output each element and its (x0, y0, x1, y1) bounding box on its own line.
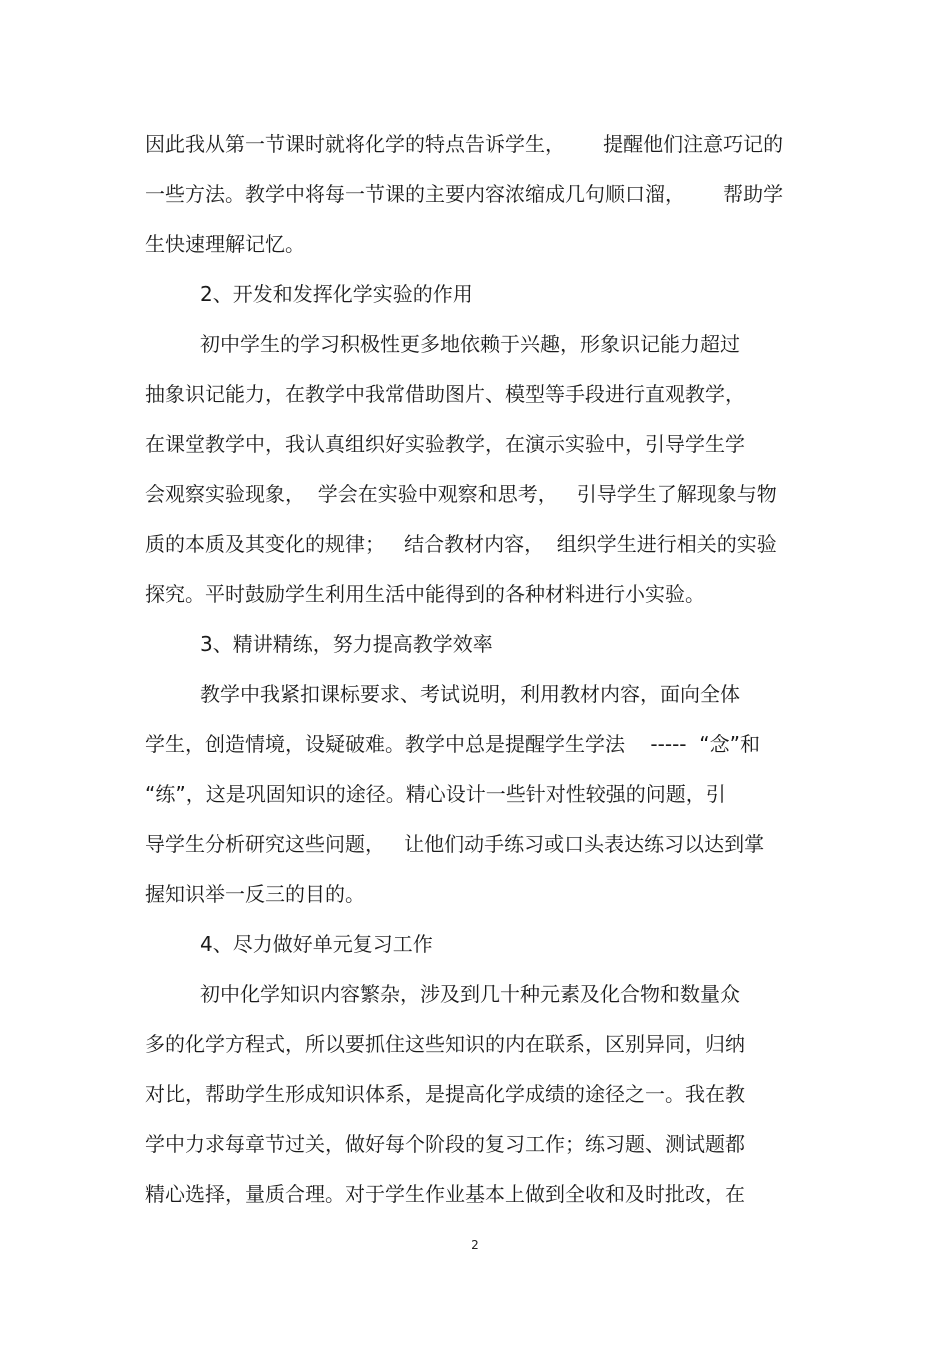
text-line: 学生，创造情境，设疑破难。教学中总是提醒学生学法 ----- “念”和 (145, 732, 760, 756)
text-line: 导学生分析研究这些问题， 让他们动手练习或口头表达练习以达到掌 (145, 832, 765, 856)
text-line: 多的化学方程式，所以要抓住这些知识的内在联系，区别异同，归纳 (145, 1032, 745, 1056)
text-line: 质的本质及其变化的规律； 结合教材内容， 组织学生进行相关的实验 (145, 532, 777, 556)
text-line: 精心选择，量质合理。对于学生作业基本上做到全收和及时批改，在 (145, 1182, 745, 1206)
text-line: 对比，帮助学生形成知识体系，是提高化学成绩的途径之一。我在教 (145, 1082, 745, 1106)
text-line: 一些方法。教学中将每一节课的主要内容浓缩成几句顺口溜， 帮助学 (145, 182, 784, 206)
section-heading: 4、尽力做好单元复习工作 (200, 932, 433, 956)
text-line: 初中化学知识内容繁杂，涉及到几十种元素及化合物和数量众 (200, 982, 740, 1006)
text-line: 握知识举一反三的目的。 (145, 882, 365, 906)
text-line: 在课堂教学中，我认真组织好实验教学，在演示实验中，引导学生学 (145, 432, 745, 456)
section-heading: 3、精讲精练，努力提高教学效率 (200, 632, 493, 656)
text-line: 因此我从第一节课时就将化学的特点告诉学生， 提醒他们注意巧记的 (145, 132, 784, 156)
text-line: 会观察实验现象， 学会在实验中观察和思考， 引导学生了解现象与物 (145, 482, 777, 506)
page-number: 2 (471, 1238, 479, 1252)
text-line: 教学中我紧扣课标要求、考试说明，利用教材内容，面向全体 (200, 682, 740, 706)
text-line: 初中学生的学习积极性更多地依赖于兴趣，形象识记能力超过 (200, 332, 740, 356)
text-line: 探究。平时鼓励学生利用生活中能得到的各种材料进行小实验。 (145, 582, 705, 606)
text-line: 学中力求每章节过关，做好每个阶段的复习工作；练习题、测试题都 (145, 1132, 745, 1156)
text-line: 生快速理解记忆。 (145, 232, 305, 256)
text-line: 抽象识记能力，在教学中我常借助图片、模型等手段进行直观教学， (145, 382, 745, 406)
section-heading: 2、开发和发挥化学实验的作用 (200, 282, 473, 306)
text-line: “练”，这是巩固知识的途径。精心设计一些针对性较强的问题，引 (145, 782, 726, 806)
